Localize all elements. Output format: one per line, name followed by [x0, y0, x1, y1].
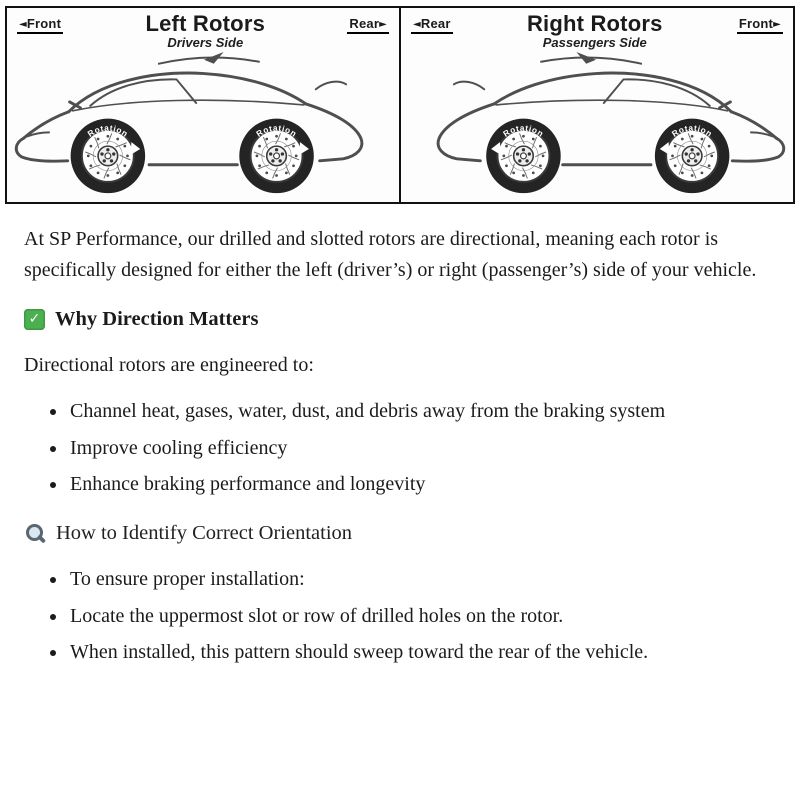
- rotation-label: Rotation: [85, 122, 131, 139]
- right-panel-titles: [527, 12, 663, 50]
- article-body: [0, 214, 800, 669]
- right-panel-header: [401, 12, 793, 50]
- direction-text: Front: [26, 16, 62, 31]
- magnifier-icon: [24, 522, 46, 544]
- left-panel-header: [7, 12, 399, 50]
- car-illustration-right: [401, 50, 793, 202]
- direction-text: Rear: [420, 16, 451, 31]
- list-item: • Locate the uppermost slot or row of drilled holes on the rotor.: [68, 601, 772, 633]
- rotation-label: Rotation: [501, 122, 546, 139]
- panel-title: Left Rotors: [145, 11, 266, 36]
- direction-text: Rear: [349, 16, 380, 31]
- heading-text: How to Identify Correct Orientation: [56, 521, 353, 544]
- lead-paragraph: Directional rotors are engineered to:: [24, 354, 314, 377]
- list-item: • Enhance braking performance and longevity: [68, 469, 772, 501]
- front-direction-label: [17, 16, 63, 34]
- intro-paragraph: At SP Performance, our drilled and slotted rotors are directional, meaning each rotor is specifically designed for either the left (driver’s) or right (passenger’s) side of your vehicle.: [24, 227, 757, 282]
- car-illustration-left: [7, 50, 399, 202]
- check-glyph: ✓: [28, 311, 41, 328]
- rear-direction-label: [411, 16, 453, 34]
- arrow-left-icon: ◄: [413, 19, 421, 30]
- rear-direction-label: [347, 16, 389, 34]
- heading-text: Why Direction Matters: [55, 307, 259, 330]
- arrow-right-icon: ►: [379, 19, 387, 30]
- list-item: • Channel heat, gases, water, dust, and debris away from the braking system: [68, 396, 772, 428]
- section-heading-identify-orientation: [24, 517, 772, 549]
- panel-title: Right Rotors: [526, 11, 663, 36]
- section-heading-why-direction-matters: [24, 303, 772, 335]
- list-item: • Improve cooling efficiency: [68, 433, 772, 465]
- list-item: • When installed, this pattern should sweep toward the rear of the vehicle.: [68, 637, 772, 669]
- identify-bullet-list: [24, 564, 772, 669]
- panel-subtitle: Drivers Side: [167, 34, 244, 50]
- rotation-label: Rotation: [669, 122, 715, 139]
- list-item: • To ensure proper installation:: [68, 564, 772, 596]
- check-icon: [24, 309, 45, 330]
- arrow-right-icon: ►: [773, 19, 781, 30]
- right-rotors-panel: [399, 8, 793, 202]
- front-direction-label: [737, 16, 783, 34]
- left-rotors-panel: [7, 8, 399, 202]
- rotor-direction-diagram: [5, 6, 795, 204]
- left-panel-titles: [145, 12, 265, 50]
- panel-subtitle: Passengers Side: [542, 34, 647, 50]
- why-bullet-list: [24, 396, 772, 501]
- arrow-left-icon: ◄: [19, 19, 27, 30]
- direction-text: Front: [738, 16, 774, 31]
- rotation-label: Rotation: [254, 122, 299, 139]
